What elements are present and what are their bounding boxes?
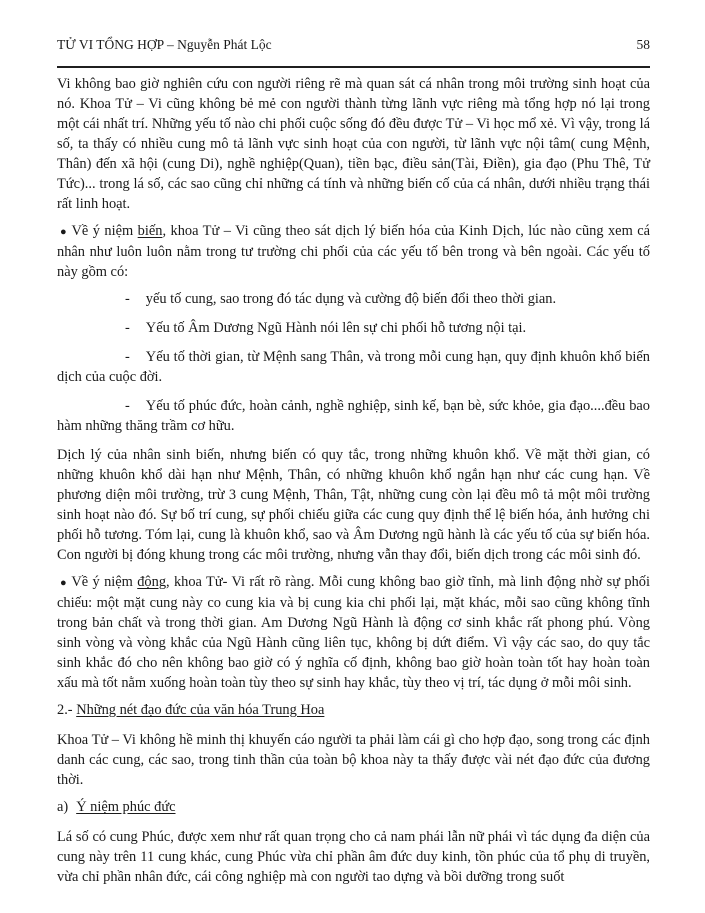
list-item-text: Yếu tố Âm Dương Ngũ Hành nói lên sự chi phối hỗ tương nội tại. (145, 320, 527, 336)
paragraph-la-so: Lá số có cung Phúc, được xem như rất quan trọng cho cả nam phái lẫn nữ phái vì tác dụng đa diện của cung này trên 11 cung khác, cung Phúc vừa chỉ phần âm đức duy kinh, tồn phúc của tổ phụ di truyền, vừa chỉ phần nhân đức, cái công nghiệp mà con người tao dựng và bồi dưỡng trong suốt (57, 829, 650, 885)
bullet1-text-before: Về ý niệm (71, 223, 138, 239)
bullet-icon: ● (60, 577, 68, 589)
page-body (57, 74, 650, 887)
dash-icon: - (125, 291, 130, 307)
paragraph-intro: Vi không bao giờ nghiên cứu con người riêng rẽ mà quan sát cá nhân trong môi trường sinh hoạt của nó. Khoa Tử – Vi cũng không bẻ mẻ con người thành từng lãnh vực riêng mà tổng hợp nó lại trong một cái nhất trí. Những yếu tố nào chi phối cuộc sống đó đều được Tử – Vi học mổ xẻ. Vì vậy, trong lá số, ta thấy có nhiều cung mô tả lãnh vực sinh hoạt của con người, từ lãnh vực nội tâm( cung Mệnh, Thân) đến xã hội (cung Di), nghề nghiệp(Quan), tiền bạc, điều sản(Tài, Điền), gia đạo (Phu Thê, Tử Tức)... trong lá số, các sao cũng chỉ những cá tính và những biến cố của cá nhân, dưới nhiều trạng thái rất linh hoạt. (57, 76, 650, 212)
dash-icon: - (125, 398, 130, 414)
list-item-text: Yếu tố thời gian, từ Mệnh sang Thân, và trong mỗi cung hạn, quy định khuôn khổ biến dịch của cuộc đời. (57, 349, 650, 385)
bullet2-underlined-term: động (137, 574, 167, 590)
paragraph-dich-ly: Dịch lý của nhân sinh biến, nhưng biến có quy tắc, trong những khuôn khổ. Về mặt thời gian, có những khuôn khổ dài hạn như Mệnh, Thân, có những khuôn khổ ngắn hạn như các cung hạn. Về phương diện môi trường, trừ 3 cung Mệnh, Thân, Tật, những cung còn lại đều mô tả một môi trường sinh hoạt nào đó. Sự bố trí cung, sự phối chiếu giữa các cung quy định thể lệ biến hóa, ảnh hưởng chi phối hỗ tương. Tóm lại, cung là khuôn khổ, sao và Âm Dương ngũ hành là các yếu tố của sự biến hóa. Con người bị đóng khung trong các môi trường, nhưng vẫn thay đổi, biến dịch trong các môi sinh đó. (57, 447, 650, 563)
list-item-text: yếu tố cung, sao trong đó tác dụng và cường độ biến đổi theo thời gian. (145, 291, 557, 307)
section-title: Những nét đạo đức của văn hóa Trung Hoa (76, 702, 325, 718)
page-header (57, 36, 650, 53)
section-heading-2 (57, 700, 650, 720)
list-item-text: Yếu tố phúc đức, hoàn cảnh, nghề nghiệp, sinh kế, bạn bè, sức khỏe, gia đạo....đều bao hàm những thăng trầm cơ hữu. (57, 398, 650, 434)
subsection-letter: a) (57, 799, 69, 815)
bullet-icon: ● (60, 226, 68, 238)
header-rule (57, 66, 650, 68)
page-number: 58 (636, 37, 650, 52)
running-title: TỬ VI TỔNG HỢP – Nguyễn Phát Lộc (57, 37, 272, 52)
paragraph-bullet-bien (57, 221, 650, 282)
bullet2-text-after: , khoa Tử- Vi rất rõ ràng. Mỗi cung không bao giờ tĩnh, mà linh động nhờ sự phối chiếu: một mặt cung này co cung kia và bị cung kia chi phối lại, mặt khác, mỗi sao cũng không tĩnh trong bản chất và trong thời gian. Am Dương Ngũ Hành là động cơ sinh khắc rất phong phú. Vòng sinh vòng và vòng khắc của Ngũ Hành cũng liên tục, không bị dứt điểm. Vì vậy các sao, do quy tắc sinh khắc đó cho nên không bao giờ có ý nghĩa cố định, không bao giờ hoàn toàn tốt hay hoàn toàn xấu mà tốt nằm xuống hoàn toàn tùy theo sự sinh hay khắc, tùy theo vị trí, tác dụng ở mỗi môi sinh. (57, 574, 650, 691)
list-item-thoi-gian (57, 347, 650, 387)
list-item-cung-sao (57, 289, 650, 309)
list-item-phuc-duc (57, 396, 650, 436)
bullet2-text-before: Về ý niệm (71, 574, 138, 590)
list-item-am-duong (57, 318, 650, 338)
paragraph-khoa-tu-vi: Khoa Tử – Vi không hề minh thị khuyến cáo người ta phải làm cái gì cho hợp đạo, song trong các định danh các cung, các sao, trong tinh thần của toàn bộ khoa này ta thấy được vài nét đạo đức của đương thời. (57, 732, 650, 788)
dash-icon: - (125, 320, 130, 336)
dash-icon: - (125, 349, 130, 365)
bullet1-underlined-term: biến (137, 223, 163, 239)
paragraph-bullet-dong (57, 572, 650, 693)
subsection-heading-a (57, 797, 650, 817)
subsection-title: Ý niệm phúc đức (76, 799, 176, 815)
bullet1-text-after: , khoa Tử – Vi cũng theo sát dịch lý biến hóa của Kinh Dịch, lúc nào cũng xem cá nhân như luôn luôn nằm trong tư trường chi phối của các yếu tố bên trong và bên ngoài. Các yếu tố này gồm có: (57, 223, 650, 280)
section-number: 2.- (57, 702, 77, 718)
